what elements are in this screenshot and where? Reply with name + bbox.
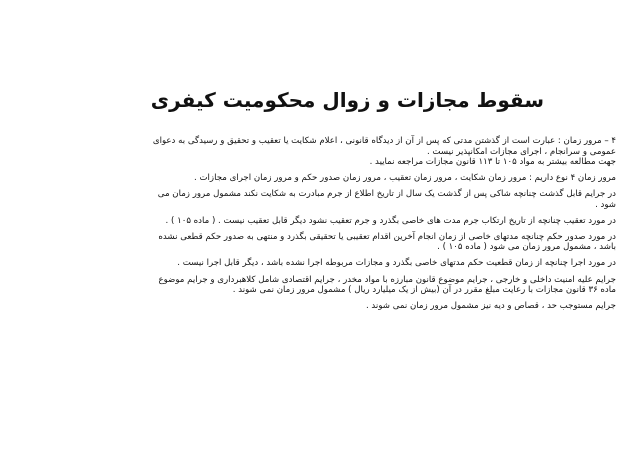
text-line: ماده ۳۶ قانون مجازات با رعایت مبلغ مقرر در آن (بیش از یک میلیارد ریال ) مشمول مرور زمان نمی شوند . (232, 285, 616, 296)
page-title: سقوط مجازات و زوال محکومیت کیفری (150, 88, 544, 112)
paragraph-judgment (20, 232, 616, 253)
text-line: در جرایم قابل گذشت چنانچه شاکی پس از گذشت یک سال از تاریخ اطلاع از جرم مبادرت به شکایت نکند مشمول مرور زمان می (157, 189, 616, 200)
paragraph-prosecution (20, 216, 616, 227)
paragraph-exceptions (20, 275, 616, 296)
text-line: در مورد اجرا چنانچه از زمان قطعیت حکم مدتهای خاصی بگذرد و مجازات مربوطه اجرا نشده باشد ، دیگر قابل اجرا نیست . (177, 258, 616, 269)
text-line: در مورد تعقیب چنانچه از تاریخ ارتکاب جرم مدت های خاصی بگذرد و جرم تعقیب نشود دیگر قابل تعقیب نیست . ( ماده ۱۰۵ ) . (165, 215, 616, 226)
paragraph-types (20, 173, 616, 184)
text-line: جرایم علیه امنیت داخلی و خارجی ، جرایم موضوع قانون مبارزه با مواد مخدر ، جرایم اقتصادی شامل کلاهبرداری و جرایم موضوع (158, 274, 616, 285)
text-line: جرایم مستوجب حد ، قصاص و دیه نیز مشمول مرور زمان نمی شوند . (365, 301, 616, 312)
paragraph-complaint (20, 189, 616, 210)
text-line: عمومی و سرانجام ، اجرای مجازات امکانپذیر نیست . (426, 146, 616, 157)
text-line: در مورد صدور حکم چنانچه مدتهای خاصی از زمان انجام آخرین اقدام تعقیبی یا تحقیقی بگذرد و منتهی به صدور حکم قطعی نشده (158, 231, 616, 242)
text-line: جهت مطالعه بیشتر به مواد ۱۰۵ تا ۱۱۳ قانون مجازات مراجعه نمایید . (369, 157, 616, 167)
text-line: باشد ، مشمول مرور زمان می شود ( ماده ۱۰۵ ) . (437, 242, 616, 253)
text-line: مرور زمان ۴ نوع داریم : مرور زمان شکایت ، مرور زمان تعقیب ، مرور زمان صدور حکم و مرور زمان اجرای مجازات . (193, 173, 616, 184)
paragraph-hadd (20, 301, 616, 312)
body-text (20, 136, 616, 317)
text-line: ۴ – مرور زمان : عبارت است از گذشتن مدتی که پس از آن از دیدگاه قانونی ، اعلام شکایت یا تعقیب و تحقیق و رسیدگی به دعوای (152, 136, 616, 146)
paragraph-definition (20, 136, 616, 168)
text-line: شود . (595, 199, 616, 210)
paragraph-execution (20, 258, 616, 269)
